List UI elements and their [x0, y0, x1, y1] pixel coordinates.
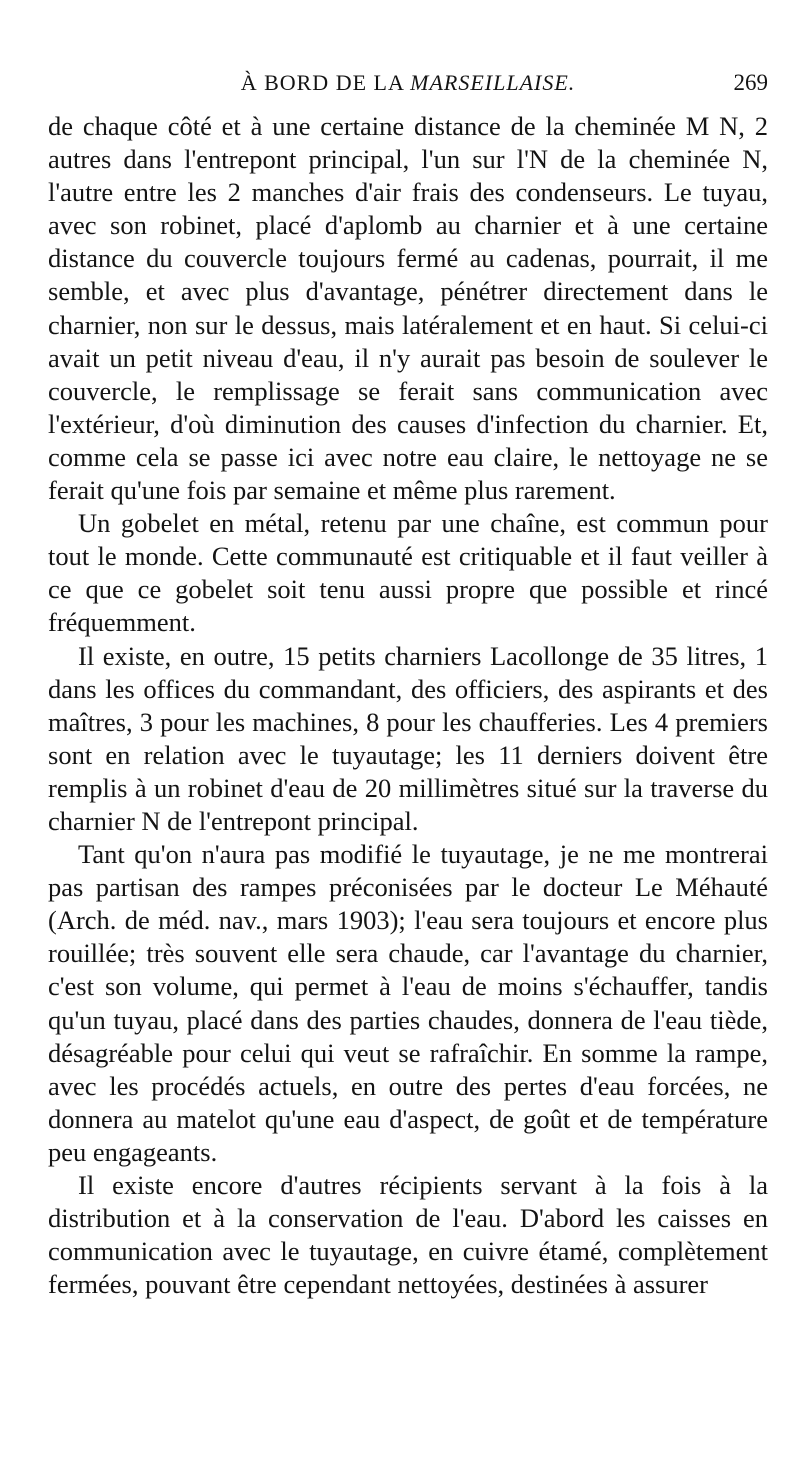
page: [48, 62, 768, 1301]
paragraph-1: de chaque côté et à une certaine distance de la cheminée M N, 2 autres dans l'entrepont principal, l'un sur l'N de la cheminée N, l'autre entre les 2 manches d'air frais des condenseurs. Le tuyau, avec son robinet, placé d'aplomb au charnier et à une certaine distance du couvercle toujours fermé au cadenas, pourrait, il me semble, et avec plus d'avantage, pénétrer directement dans le charnier, non sur le dessus, mais latéralement et en haut. Si celui-ci avait un petit niveau d'eau, il n'y aurait pas besoin de soulever le couvercle, le remplissage se ferait sans communication avec l'extérieur, d'où diminution des causes d'infection du charnier. Et, comme cela se passe ici avec notre eau claire, le nettoyage ne se ferait qu'une fois par semaine et même plus rarement.: [48, 111, 768, 506]
running-head-prefix: À BORD DE LA: [240, 70, 411, 95]
page-number: 269: [733, 70, 768, 95]
paragraph-4: Tant qu'on n'aura pas modifié le tuyautage, je ne me montrerai pas partisan des rampes préconisées par le docteur Le Méhauté (Arch. de méd. nav., mars 1903); l'eau sera toujours et encore plus rouillée; très souvent elle sera chaude, car l'avantage du charnier, c'est son volume, qui permet à l'eau de moins s'échauffer, tandis qu'un tuyau, placé dans des parties chaudes, donnera de l'eau tiède, désagréable pour celui qui veut se rafraîchir. En somme la rampe, avec les procédés actuels, en outre des pertes d'eau forcées, ne donnera au matelot qu'une eau d'aspect, de goût et de température peu engageants.: [48, 839, 768, 1167]
running-head: [48, 70, 768, 96]
paragraph-3: Il existe, en outre, 15 petits charniers Lacollonge de 35 litres, 1 dans les offices du commandant, des officiers, des aspirants et des maîtres, 3 pour les machines, 8 pour les chaufferies. Les 4 premiers sont en relation avec le tuyautage; les 11 derniers doivent être remplis à un robinet d'eau de 20 millimètres situé sur la traverse du charnier N de l'entrepont principal.: [48, 640, 768, 836]
paragraph-2: Un gobelet en métal, retenu par une chaîne, est commun pour tout le monde. Cette communauté est critiquable et il faut veiller à ce que ce gobelet soit tenu aussi propre que possible et rincé fréquemment.: [48, 508, 768, 638]
body-text: [48, 110, 768, 1301]
running-head-italic: MARSEILLAISE.: [410, 70, 576, 95]
page-header: [48, 62, 768, 102]
paragraph-5: Il existe encore d'autres récipients servant à la fois à la distribution et à la conservation de l'eau. D'abord les caisses en communication avec le tuyautage, en cuivre étamé, complètement fermées, pouvant être cependant nettoyées, destinées à assurer: [48, 1170, 768, 1300]
